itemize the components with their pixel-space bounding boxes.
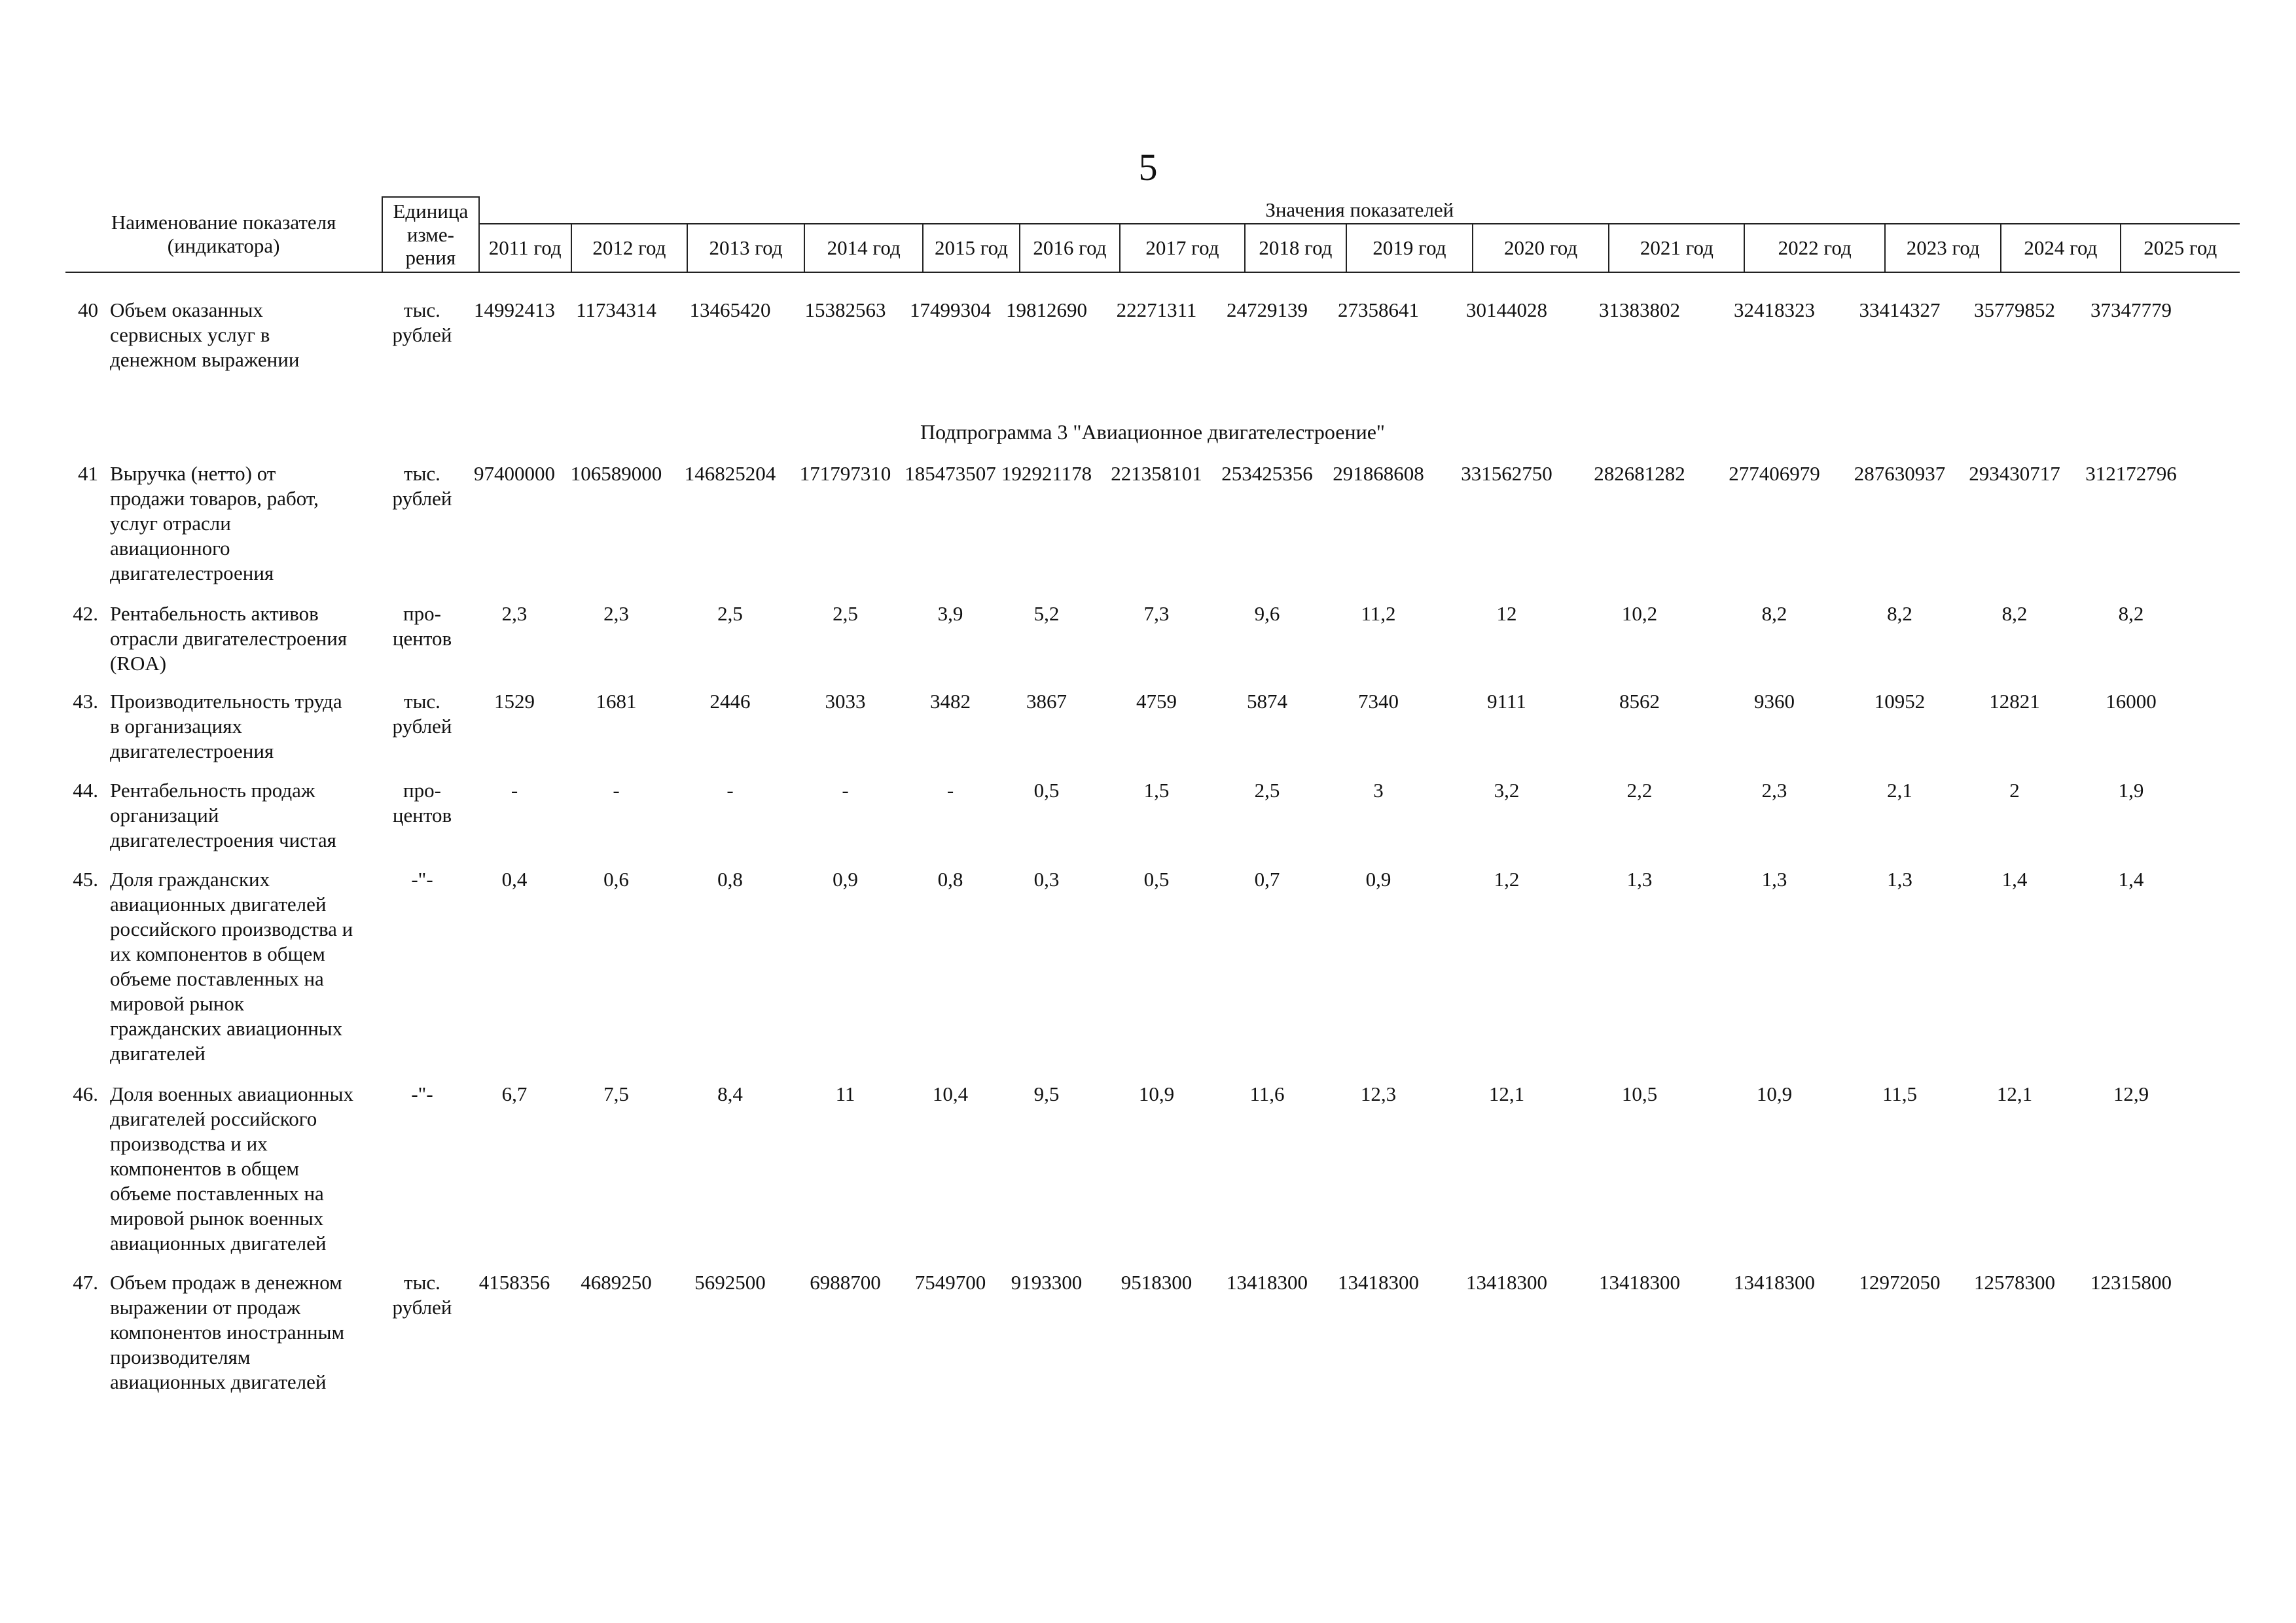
value-2012: 0,6 — [603, 868, 629, 891]
value-2019: 7340 — [1358, 690, 1399, 713]
header-year-2016: 2016 год — [1020, 224, 1121, 272]
value-2020: 331562750 — [1461, 462, 1552, 485]
value-2012: 2,3 — [603, 602, 629, 625]
value-2015: 17499304 — [910, 298, 991, 321]
value-2017: 221358101 — [1111, 462, 1202, 485]
value-2011: 0,4 — [501, 868, 528, 891]
value-2016: 9,5 — [1033, 1082, 1060, 1105]
value-2024: 8,2 — [2001, 602, 2028, 625]
value-2022: 10,9 — [1756, 1082, 1793, 1105]
table-row — [65, 298, 2240, 372]
value-2022: 13418300 — [1734, 1271, 1815, 1294]
value-2022: 2,3 — [1761, 779, 1787, 802]
subprogram-title: Подпрограмма 3 "Авиационное двигателестроение" — [920, 420, 1385, 444]
table-row — [65, 461, 2240, 586]
value-2025: 1,4 — [2118, 868, 2144, 891]
value-2020: 12 — [1496, 602, 1517, 625]
unit: тыс. рублей — [392, 1271, 452, 1319]
value-2016: 0,3 — [1033, 868, 1060, 891]
value-2014: 11 — [835, 1082, 855, 1105]
value-2013: 2,5 — [717, 602, 743, 625]
value-2019: 0,9 — [1365, 868, 1391, 891]
value-2017: 22271311 — [1116, 298, 1197, 321]
value-2017: 0,5 — [1143, 868, 1170, 891]
row-number: 47. — [73, 1271, 98, 1294]
table-row — [65, 778, 2240, 853]
value-2014: 15382563 — [804, 298, 886, 321]
header-year-2017: 2017 год — [1120, 224, 1244, 272]
value-2012: 4689250 — [581, 1271, 652, 1294]
row-number: 45. — [73, 868, 98, 891]
value-2023: 33414327 — [1859, 298, 1941, 321]
value-2013: 0,8 — [717, 868, 743, 891]
value-2018: 2,5 — [1254, 779, 1280, 802]
value-2014: - — [842, 779, 849, 802]
indicator-name: Объем оказанных сервисных услуг в денежном выражении — [110, 298, 300, 371]
indicator-name: Рентабельность активов отрасли двигателестроения (ROA) — [110, 602, 348, 675]
value-2012: 7,5 — [603, 1082, 629, 1105]
value-2016: 0,5 — [1033, 779, 1060, 802]
value-2015: 10,4 — [932, 1082, 969, 1105]
value-2024: 2 — [2009, 779, 2020, 802]
value-2017: 10,9 — [1138, 1082, 1175, 1105]
unit: тыс. рублей — [392, 690, 452, 738]
header-year-2023: 2023 год — [1885, 224, 2001, 272]
value-2016: 192921178 — [1001, 462, 1092, 485]
header-year-2021: 2021 год — [1609, 224, 1744, 272]
value-2021: 2,2 — [1626, 779, 1653, 802]
value-2025: 12,9 — [2113, 1082, 2149, 1105]
header-year-2020: 2020 год — [1473, 224, 1609, 272]
value-2024: 12821 — [1989, 690, 2040, 713]
unit: -"- — [411, 1082, 433, 1105]
value-2025: 8,2 — [2118, 602, 2144, 625]
value-2013: 146825204 — [684, 462, 776, 485]
value-2022: 277406979 — [1729, 462, 1820, 485]
value-2018: 13418300 — [1227, 1271, 1308, 1294]
value-2017: 7,3 — [1143, 602, 1170, 625]
value-2011: 97400000 — [474, 462, 555, 485]
value-2021: 282681282 — [1594, 462, 1685, 485]
header-year-2019: 2019 год — [1346, 224, 1472, 272]
value-2017: 1,5 — [1143, 779, 1170, 802]
value-2013: 13465420 — [689, 298, 771, 321]
header-year-2011: 2011 год — [479, 224, 571, 272]
row-number: 43. — [73, 690, 98, 713]
value-2025: 16000 — [2106, 690, 2157, 713]
value-2013: 2446 — [709, 690, 751, 713]
value-2023: 1,3 — [1887, 868, 1912, 891]
value-2016: 9193300 — [1011, 1271, 1083, 1294]
value-2016: 3867 — [1026, 690, 1067, 713]
table-row — [65, 689, 2240, 764]
value-2019: 27358641 — [1338, 298, 1419, 321]
value-2015: 3,9 — [937, 602, 963, 625]
value-2011: 14992413 — [474, 298, 555, 321]
value-2017: 9518300 — [1121, 1271, 1193, 1294]
value-2017: 4759 — [1136, 690, 1177, 713]
value-2021: 1,3 — [1626, 868, 1653, 891]
unit: тыс. рублей — [392, 298, 452, 346]
header-values-group: Значения показателей — [479, 197, 2240, 224]
value-2019: 3 — [1373, 779, 1384, 802]
header-indicator-name: Наименование показателя (индикатора) — [65, 197, 382, 272]
value-2019: 12,3 — [1360, 1082, 1397, 1105]
value-2021: 10,2 — [1621, 602, 1658, 625]
value-2019: 13418300 — [1338, 1271, 1419, 1294]
value-2025: 12315800 — [2090, 1271, 2172, 1294]
row-number: 46. — [73, 1082, 98, 1105]
value-2018: 9,6 — [1254, 602, 1280, 625]
value-2024: 12,1 — [1996, 1082, 2033, 1105]
value-2024: 12578300 — [1974, 1271, 2055, 1294]
value-2015: 7549700 — [914, 1271, 986, 1294]
header-year-2013: 2013 год — [687, 224, 804, 272]
header-year-2014: 2014 год — [804, 224, 923, 272]
header-unit: Единица изме- рения — [382, 197, 478, 272]
value-2025: 1,9 — [2118, 779, 2144, 802]
indicator-name: Доля военных авиационных двигателей российского производства и их компонентов в общем объеме поставленных на мировой рынок военных авиационных двигателей — [110, 1082, 353, 1255]
value-2020: 13418300 — [1466, 1271, 1547, 1294]
value-2021: 10,5 — [1621, 1082, 1658, 1105]
header-year-2024: 2024 год — [2001, 224, 2120, 272]
unit: -"- — [411, 868, 433, 891]
value-2013: - — [726, 779, 734, 802]
table-row — [65, 1082, 2240, 1256]
unit: тыс. рублей — [392, 462, 452, 510]
value-2023: 12972050 — [1859, 1271, 1941, 1294]
table-header — [65, 196, 2240, 273]
header-year-2025: 2025 год — [2121, 224, 2240, 272]
indicator-name: Объем продаж в денежном выражении от продаж компонентов иностранным производителям авиационных двигателей — [110, 1271, 345, 1393]
row-number: 40 — [78, 298, 98, 321]
value-2013: 8,4 — [717, 1082, 743, 1105]
indicator-name: Рентабельность продаж организаций двигателестроения чистая — [110, 779, 336, 851]
value-2023: 8,2 — [1887, 602, 1912, 625]
table-row — [65, 601, 2240, 676]
value-2023: 2,1 — [1887, 779, 1912, 802]
value-2014: 6988700 — [810, 1271, 881, 1294]
table-row — [65, 867, 2240, 1066]
header-year-2015: 2015 год — [923, 224, 1019, 272]
value-2023: 11,5 — [1882, 1082, 1918, 1105]
value-2015: 185473507 — [905, 462, 996, 485]
value-2014: 171797310 — [799, 462, 891, 485]
value-2014: 0,9 — [833, 868, 858, 891]
value-2021: 31383802 — [1599, 298, 1680, 321]
table-row — [65, 1270, 2240, 1395]
value-2016: 5,2 — [1033, 602, 1060, 625]
value-2018: 11,6 — [1249, 1082, 1285, 1105]
indicator-name: Выручка (нетто) от продажи товаров, работ, услуг отрасли авиационного двигателестроения — [110, 462, 319, 584]
indicator-name: Доля гражданских авиационных двигателей российского производства и их компонентов в общем объеме поставленных на мировой рынок гражданских авиационных двигателей — [110, 868, 353, 1065]
value-2011: 6,7 — [501, 1082, 528, 1105]
value-2023: 10952 — [1874, 690, 1926, 713]
value-2015: - — [946, 779, 954, 802]
value-2019: 291868608 — [1333, 462, 1424, 485]
header-year-2012: 2012 год — [571, 224, 687, 272]
header-year-2022: 2022 год — [1744, 224, 1885, 272]
value-2020: 3,2 — [1494, 779, 1520, 802]
value-2025: 312172796 — [2085, 462, 2177, 485]
value-2020: 30144028 — [1466, 298, 1547, 321]
value-2022: 32418323 — [1734, 298, 1815, 321]
value-2011: 4158356 — [478, 1271, 550, 1294]
value-2021: 13418300 — [1599, 1271, 1680, 1294]
value-2012: 106589000 — [570, 462, 662, 485]
value-2024: 1,4 — [2001, 868, 2028, 891]
value-2019: 11,2 — [1361, 602, 1396, 625]
value-2018: 253425356 — [1221, 462, 1313, 485]
value-2020: 12,1 — [1488, 1082, 1525, 1105]
value-2015: 3482 — [930, 690, 971, 713]
value-2022: 8,2 — [1761, 602, 1787, 625]
value-2012: 11734314 — [576, 298, 656, 321]
value-2018: 0,7 — [1254, 868, 1280, 891]
row-number: 42. — [73, 602, 98, 625]
unit: про- центов — [392, 779, 452, 827]
value-2012: - — [613, 779, 620, 802]
value-2023: 287630937 — [1854, 462, 1946, 485]
value-2014: 3033 — [825, 690, 866, 713]
value-2018: 5874 — [1247, 690, 1287, 713]
value-2016: 19812690 — [1006, 298, 1087, 321]
unit: про- центов — [392, 602, 452, 650]
value-2013: 5692500 — [694, 1271, 766, 1294]
value-2025: 37347779 — [2090, 298, 2172, 321]
value-2014: 2,5 — [833, 602, 858, 625]
header-year-2018: 2018 год — [1245, 224, 1347, 272]
value-2012: 1681 — [596, 690, 637, 713]
value-2015: 0,8 — [937, 868, 963, 891]
value-2020: 1,2 — [1494, 868, 1520, 891]
value-2024: 293430717 — [1969, 462, 2060, 485]
page-number: 5 — [1138, 146, 1158, 188]
value-2021: 8562 — [1619, 690, 1660, 713]
value-2020: 9111 — [1487, 690, 1526, 713]
value-2024: 35779852 — [1974, 298, 2055, 321]
row-number: 44. — [73, 779, 98, 802]
value-2011: 1529 — [494, 690, 535, 713]
indicator-name: Производительность труда в организациях двигателестроения — [110, 690, 342, 762]
value-2018: 24729139 — [1227, 298, 1308, 321]
value-2022: 1,3 — [1761, 868, 1787, 891]
table-body — [65, 272, 2240, 1395]
value-2022: 9360 — [1754, 690, 1795, 713]
value-2011: - — [511, 779, 518, 802]
value-2011: 2,3 — [501, 602, 528, 625]
row-number: 41 — [78, 462, 98, 485]
